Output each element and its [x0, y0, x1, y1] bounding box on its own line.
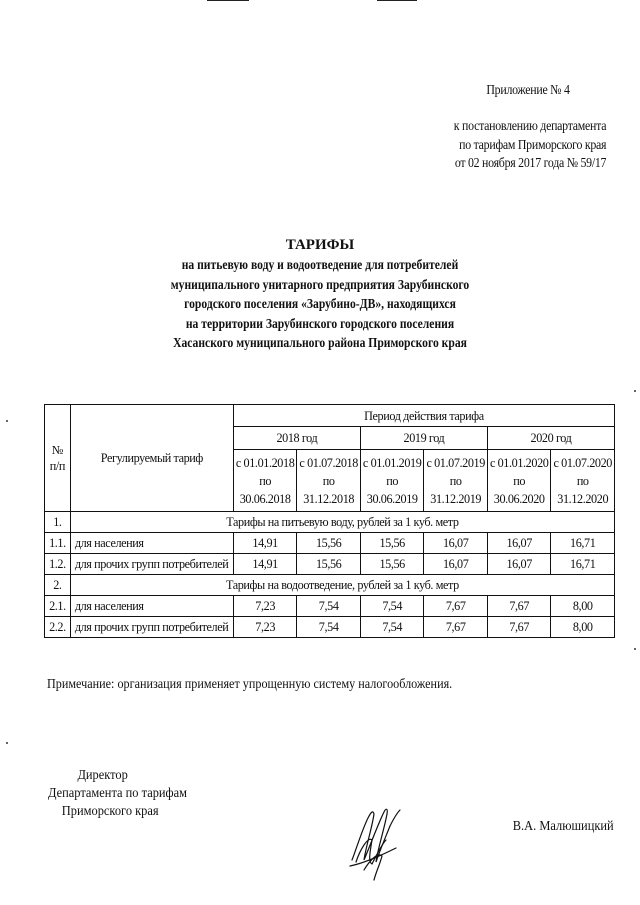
table-header-row: [45, 405, 615, 427]
row-number: 2.1.: [45, 596, 71, 617]
tariff-value: 7,23: [233, 617, 297, 638]
scan-speck: [634, 648, 636, 650]
tariff-value: 15,56: [297, 533, 361, 554]
subtitle-line: муниципального унитарного предприятия Зарубинского: [170, 276, 470, 292]
period-from: с 01.07.2018: [299, 455, 358, 470]
year-2018-cell: 2018 год: [233, 427, 360, 450]
handwritten-signature: [346, 800, 404, 882]
header-tariff-cell: Регулируемый тариф: [70, 405, 233, 512]
tax-note: Примечание: организация применяет упрощенную систему налогообложения.: [47, 676, 453, 691]
scan-edge-line-left: [207, 0, 249, 1]
section-title: Тарифы на питьевую воду, рублей за 1 куб. метр: [70, 512, 614, 533]
period-cell: [424, 450, 488, 512]
tariff-value: 14,91: [233, 533, 297, 554]
section-number: 2.: [45, 575, 71, 596]
period-by: по: [386, 473, 399, 488]
row-label: для населения: [70, 596, 233, 617]
period-to: 30.06.2019: [366, 491, 418, 506]
director-block: [48, 766, 187, 820]
section-number: 1.: [45, 512, 71, 533]
tariff-table: [44, 404, 615, 638]
tariff-value: 16,07: [424, 554, 488, 575]
row-number: 1.2.: [45, 554, 71, 575]
tariff-value: 15,56: [297, 554, 361, 575]
row-label: для прочих групп потребителей: [70, 617, 233, 638]
row-label: для населения: [70, 533, 233, 554]
tariff-value: 16,07: [424, 533, 488, 554]
tariff-value: 7,67: [424, 617, 488, 638]
table-row: [45, 533, 615, 554]
scan-edge-line-right: [377, 0, 417, 1]
header-period-cell: Период действия тарифа: [233, 405, 614, 427]
period-to: 31.12.2020: [557, 491, 609, 506]
table-row: [45, 554, 615, 575]
section-row: [45, 512, 615, 533]
document-title: ТАРИФЫ: [285, 237, 355, 253]
subtitle-line: на питьевую воду и водоотведение для потребителей: [181, 257, 459, 272]
period-cell: [297, 450, 361, 512]
period-to: 30.06.2018: [239, 491, 291, 506]
decree-line: от 02 ноября 2017 года № 59/17: [454, 155, 606, 170]
period-cell: [233, 450, 297, 512]
table-row: [45, 596, 615, 617]
scan-speck: [634, 390, 636, 392]
tariff-value: 16,07: [487, 533, 551, 554]
director-line: Департамента по тарифам: [48, 785, 187, 800]
tariff-value: 15,56: [360, 533, 424, 554]
director-line: Директор: [77, 767, 128, 782]
tariff-value: 7,23: [233, 596, 297, 617]
tariff-value: 7,54: [297, 617, 361, 638]
tariff-value: 7,54: [360, 617, 424, 638]
year-2019-cell: 2019 год: [360, 427, 487, 450]
period-to: 31.12.2018: [303, 491, 355, 506]
decree-line: к постановлению департамента: [453, 118, 606, 133]
subtitle-line: городского поселения «Зарубино-ДВ», находящихся: [184, 296, 456, 312]
document-heading: [0, 236, 640, 353]
scan-speck: [6, 420, 8, 422]
tariff-value: 8,00: [551, 617, 615, 638]
period-cell: [551, 450, 615, 512]
tariff-value: 15,56: [360, 554, 424, 575]
period-from: с 01.01.2020: [489, 455, 549, 470]
period-by: по: [322, 473, 335, 488]
period-cell: [360, 450, 424, 512]
row-number: 1.1.: [45, 533, 71, 554]
row-number: 2.2.: [45, 617, 71, 638]
header-number-cell: № п/п: [45, 405, 71, 512]
table-row: [45, 617, 615, 638]
tariff-value: 7,54: [297, 596, 361, 617]
period-from: с 01.01.2019: [362, 455, 422, 470]
tariff-value: 7,54: [360, 596, 424, 617]
tariff-value: 7,67: [487, 596, 551, 617]
tariff-value: 16,71: [551, 554, 615, 575]
tariff-value: 16,07: [487, 554, 551, 575]
year-2020-cell: 2020 год: [487, 427, 614, 450]
period-by: по: [513, 473, 526, 488]
period-from: с 01.01.2018: [235, 455, 295, 470]
period-cell: [487, 450, 551, 512]
period-to: 31.12.2019: [430, 491, 482, 506]
row-label: для прочих групп потребителей: [70, 554, 233, 575]
section-row: [45, 575, 615, 596]
director-line: Приморского края: [61, 803, 159, 818]
period-by: по: [259, 473, 272, 488]
period-from: с 01.07.2020: [553, 455, 612, 470]
decree-reference: [454, 117, 606, 173]
subtitle-line: Хасанского муниципального района Приморского края: [173, 335, 467, 351]
tariff-value: 7,67: [487, 617, 551, 638]
section-title: Тарифы на водоотведение, рублей за 1 куб. метр: [70, 575, 614, 596]
scan-speck: [6, 742, 8, 744]
signer-name: В.А. Малюшицкий: [513, 818, 614, 833]
period-from: с 01.07.2019: [426, 455, 485, 470]
decree-line: по тарифам Приморского края: [458, 136, 606, 152]
appendix-number: Приложение № 4: [486, 82, 570, 97]
tariff-value: 14,91: [233, 554, 297, 575]
period-by: по: [449, 473, 462, 488]
period-by: по: [576, 473, 589, 488]
tariff-value: 7,67: [424, 596, 488, 617]
period-to: 30.06.2020: [493, 491, 545, 506]
tariff-value: 8,00: [551, 596, 615, 617]
subtitle-line: на территории Зарубинского городского поселения: [185, 315, 455, 331]
tariff-value: 16,71: [551, 533, 615, 554]
